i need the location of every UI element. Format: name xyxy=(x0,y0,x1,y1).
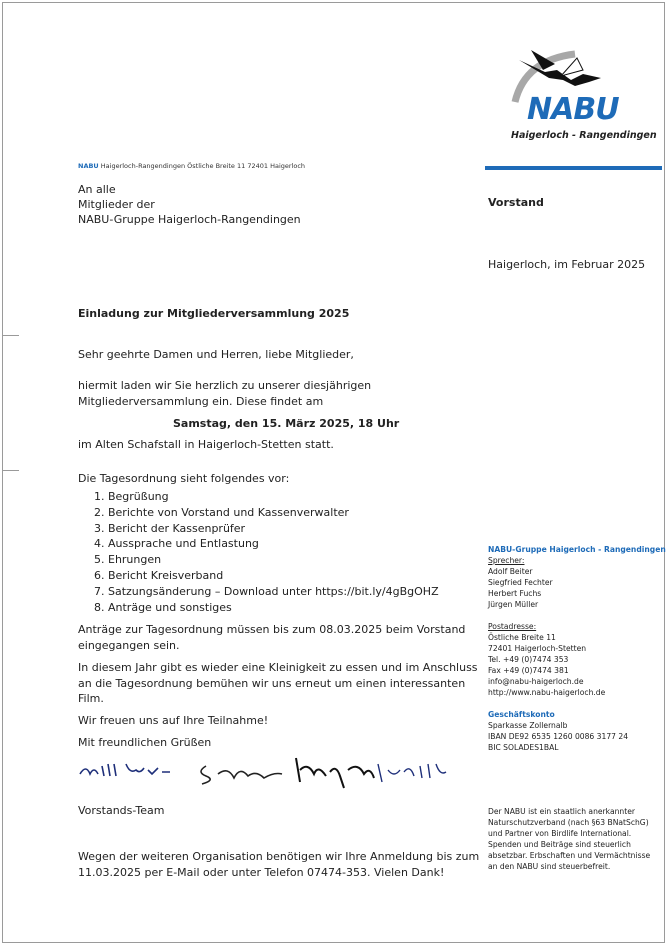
signoff: Vorstands-Team xyxy=(78,804,165,817)
recipient-block: An alle Mitglieder der NABU-Gruppe Haigerloch-Rangendingen xyxy=(78,183,301,226)
closing-line: Wir freuen uns auf Ihre Teilnahme! xyxy=(78,714,269,727)
account-line: Sparkasse Zollernalb xyxy=(488,721,568,730)
account-label: Geschäftskonto xyxy=(488,710,555,719)
nabu-logo xyxy=(505,40,655,150)
agenda-item: 5. Ehrungen xyxy=(94,553,162,567)
event-date: Samstag, den 15. März 2025, 18 Uhr xyxy=(173,417,400,430)
postal-line: 72401 Haigerloch-Stetten xyxy=(488,644,587,653)
handwritten-signatures xyxy=(78,752,458,797)
greeting-line: Mit freundlichen Grüßen xyxy=(78,736,212,749)
logo-subtitle: Haigerloch - Rangendingen xyxy=(511,130,657,141)
postal-line: Östliche Breite 11 xyxy=(488,633,556,642)
phone: Tel. +49 (0)7474 353 xyxy=(488,655,569,664)
agenda-intro: Die Tagesordnung sieht folgendes vor: xyxy=(78,472,290,485)
agenda-item: 4. Aussprache und Entlastung xyxy=(94,537,259,551)
agenda-item: 7. Satzungsänderung – Download unter https://bit.ly/4gBgOHZ xyxy=(94,584,439,598)
sidebar-info xyxy=(488,544,666,753)
role-label: Vorstand xyxy=(488,196,544,209)
speaker: Jürgen Müller xyxy=(488,600,539,609)
registration-note: Wegen der weiteren Organisation benötigen wir Ihre Anmeldung bis zum 11.03.2025 per E-Mail oder unter Telefon 07474-353. Vielen Dank! xyxy=(78,850,480,879)
header-bar xyxy=(485,166,662,170)
agenda-item: 2. Berichte von Vorstand und Kassenverwalter xyxy=(94,505,349,519)
agenda-item: 1. Begrüßung xyxy=(94,490,169,503)
signatures xyxy=(78,752,458,797)
motions-paragraph: Anträge zur Tagesordnung müssen bis zum 08.03.2025 beim Vorstand eingegangen sein. xyxy=(78,623,466,652)
fold-mark xyxy=(3,335,19,336)
agenda-list xyxy=(94,489,439,615)
sidebar-note: Der NABU ist ein staatlich anerkannter Naturschutzverband (nach §63 BNatSchG) und Partner von Birdlife International. Spenden und Beiträge sind steuerlich absetzbar. Erbschaften und Vermächtnisse an den NABU sind steuerbefreit. xyxy=(488,807,651,871)
website-link[interactable]: http://www.nabu-haigerloch.de xyxy=(488,688,606,697)
logo-wordmark: NABU xyxy=(527,92,619,127)
food-paragraph: In diesem Jahr gibt es wieder eine Kleinigkeit zu essen und im Anschluss an die Tagesordnung bemühen wir uns erneut um einen interessanten Film. xyxy=(78,661,478,705)
agenda-item: 6. Bericht Kreisverband xyxy=(94,568,224,582)
letter-date: Haigerloch, im Februar 2025 xyxy=(488,258,646,271)
email-link[interactable]: info@nabu-haigerloch.de xyxy=(488,677,584,686)
account-line: IBAN DE92 6535 1260 0086 3177 24 xyxy=(488,732,629,741)
salutation: Sehr geehrte Damen und Herren, liebe Mitglieder, xyxy=(78,348,354,361)
sender-line: NABU Haigerloch-Rangendingen Östliche Breite 11 72401 Haigerloch xyxy=(78,162,306,170)
speaker: Siegfried Fechter xyxy=(488,578,553,587)
account-line: BIC SOLADES1BAL xyxy=(488,743,559,752)
fold-mark xyxy=(3,470,19,471)
postal-label: Postadresse: xyxy=(488,622,537,631)
event-location: im Alten Schafstall in Haigerloch-Stetten statt. xyxy=(78,438,334,451)
intro-paragraph: hiermit laden wir Sie herzlich zu unserer diesjährigen Mitgliederversammlung ein. Diese findet am xyxy=(78,379,372,408)
speakers-label: Sprecher: xyxy=(488,556,525,565)
agenda-item: 8. Anträge und sonstiges xyxy=(94,600,232,614)
fax: Fax +49 (0)7474 381 xyxy=(488,666,569,675)
sidebar-group-name: NABU-Gruppe Haigerloch - Rangendingen xyxy=(488,545,666,554)
letter-subject: Einladung zur Mitgliederversammlung 2025 xyxy=(78,307,350,320)
speaker: Herbert Fuchs xyxy=(488,589,542,598)
speaker: Adolf Beiter xyxy=(488,567,533,576)
agenda-item: 3. Bericht der Kassenprüfer xyxy=(94,521,246,535)
